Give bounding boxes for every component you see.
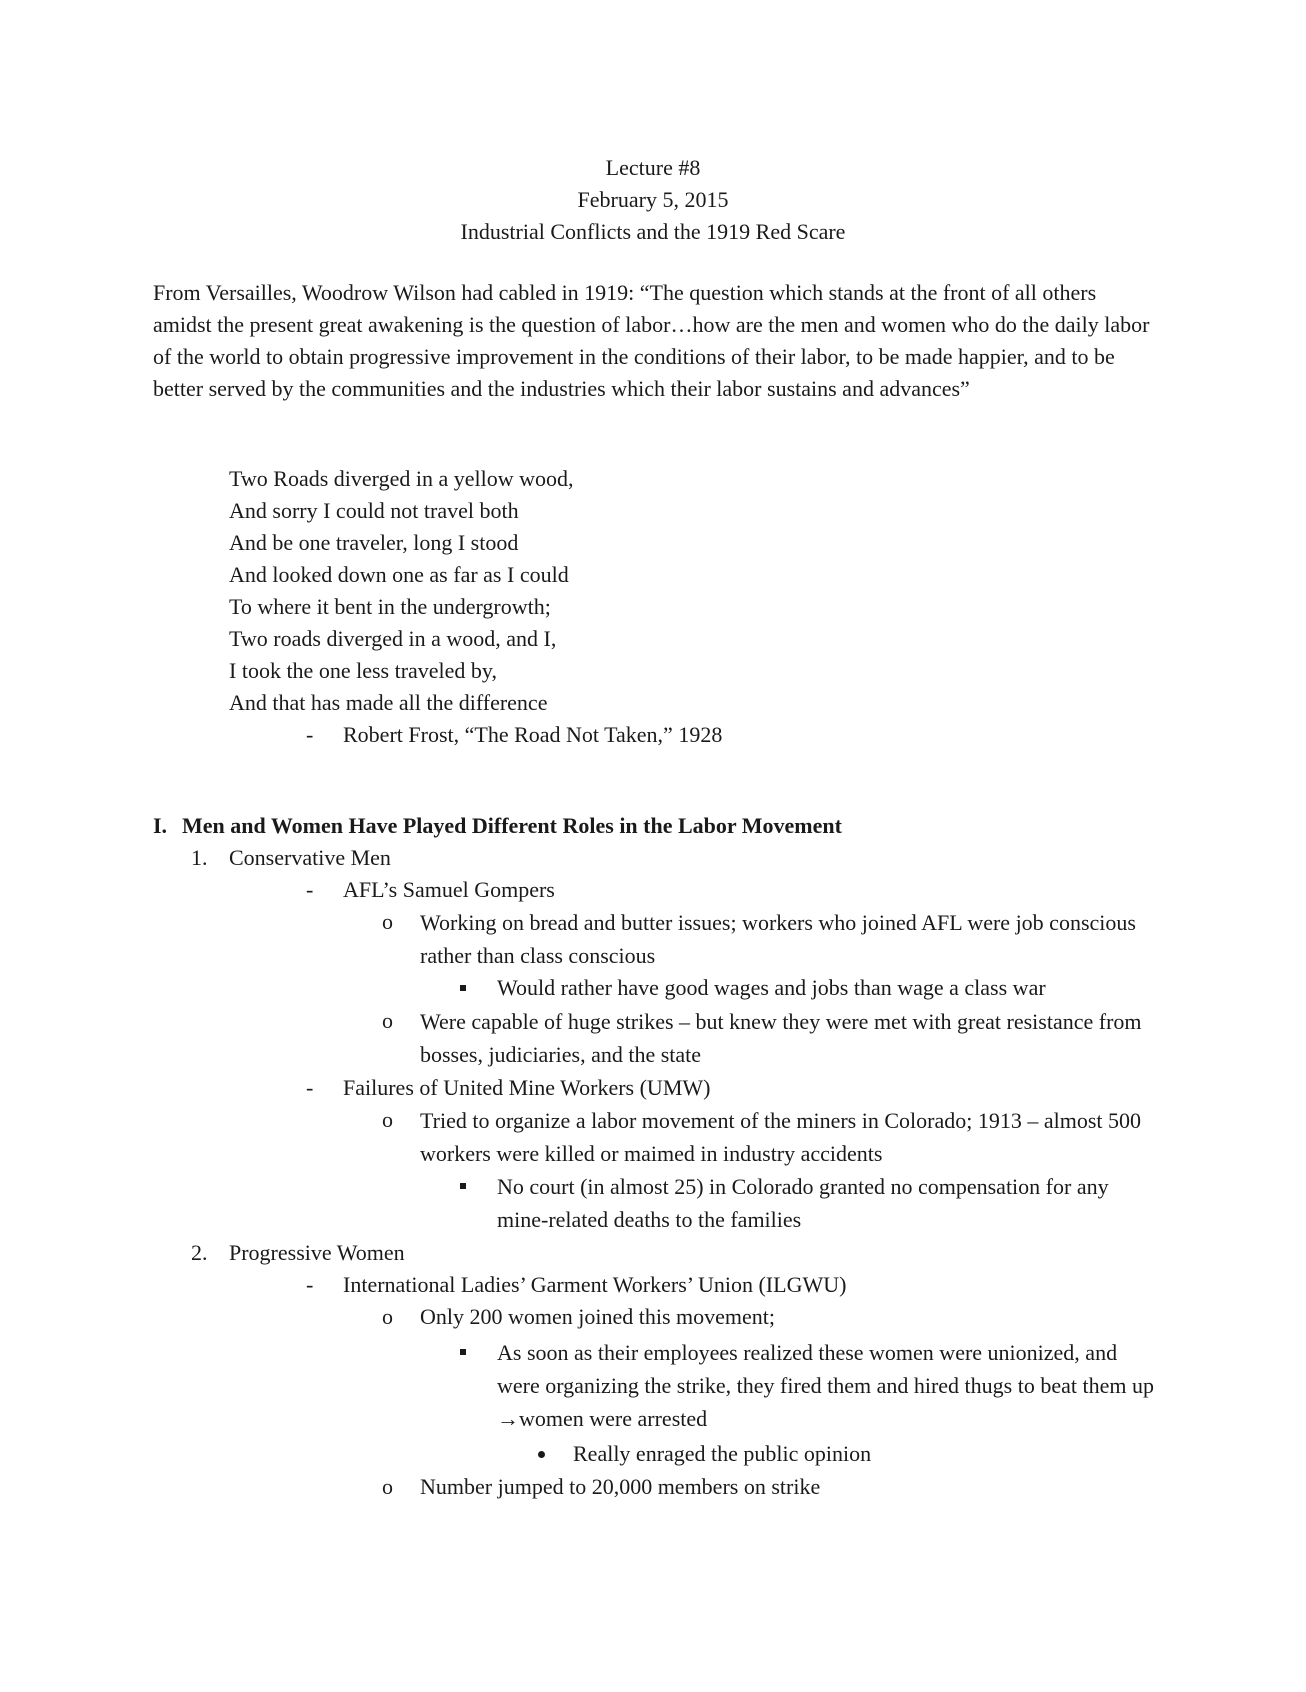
dash-bullet: - [306, 877, 314, 902]
poem-block [229, 463, 574, 719]
lecture-title: Industrial Conflicts and the 1919 Red Scare [460, 219, 846, 244]
intro-paragraph: From Versailles, Woodrow Wilson had cabled in 1919: “The question which stands at the front of all others amidst the present great awakening is the question of labor…how are the men and women who do the daily labor of the world to obtain progressive improvement in the conditions of their labor, to be made happier, and to be better served by the communities and the industries which their labor sustains and advances” [153, 280, 1150, 401]
poem-line: And be one traveler, long I stood [229, 530, 519, 555]
poem-line: I took the one less traveled by, [229, 658, 497, 683]
poem-line: And sorry I could not travel both [229, 498, 519, 523]
section-marker: I. [153, 813, 168, 838]
circle-bullet: o [382, 1107, 393, 1132]
list-item-ilgwu: International Ladies’ Garment Workers’ Union (ILGWU) [343, 1272, 847, 1297]
list-item-afl: AFL’s Samuel Gompers [343, 877, 555, 902]
list-item-progressive-women: Progressive Women [229, 1240, 405, 1265]
poem-line: Two Roads diverged in a yellow wood, [229, 466, 574, 491]
circle-bullet: o [382, 1008, 393, 1033]
square-bullet-icon [460, 1183, 466, 1189]
list-item-huge-strikes: Were capable of huge strikes – but knew they were met with great resistance from bosses, judiciaries, and the state [420, 1009, 1142, 1067]
list-item-bread-butter: Working on bread and butter issues; workers who joined AFL were job conscious rather than class conscious [420, 910, 1136, 968]
poem-line: And that has made all the difference [229, 690, 548, 715]
list-item-good-wages: Would rather have good wages and jobs than wage a class war [497, 975, 1046, 1000]
section-title: Men and Women Have Played Different Roles in the Labor Movement [182, 813, 842, 838]
circle-bullet: o [382, 909, 393, 934]
list-item-no-compensation: No court (in almost 25) in Colorado granted no compensation for any mine-related deaths to the families [497, 1174, 1109, 1232]
list-item-fired-arrested: As soon as their employees realized these women were unionized, and were organizing the strike, they fired them and hired thugs to beat them up →women were arrested [497, 1340, 1154, 1431]
round-bullet-icon [538, 1451, 545, 1458]
dash-bullet: - [306, 1075, 314, 1100]
list-item-20000-members: Number jumped to 20,000 members on strike [420, 1474, 821, 1499]
lecture-date: February 5, 2015 [577, 187, 729, 212]
square-bullet-icon [460, 985, 466, 991]
list-item-200-women: Only 200 women joined this movement; [420, 1304, 776, 1329]
list-number: 1. [191, 845, 208, 870]
poem-line: Two roads diverged in a wood, and I, [229, 626, 557, 651]
lecture-number: Lecture #8 [605, 155, 701, 180]
dash-bullet: - [306, 1272, 314, 1297]
circle-bullet: o [382, 1304, 393, 1329]
list-item-colorado-miners: Tried to organize a labor movement of the miners in Colorado; 1913 – almost 500 workers were killed or maimed in industry accidents [420, 1108, 1141, 1166]
circle-bullet: o [382, 1474, 393, 1499]
poem-attribution: Robert Frost, “The Road Not Taken,” 1928 [343, 722, 723, 747]
list-item-public-opinion: Really enraged the public opinion [573, 1441, 872, 1466]
square-bullet-icon [460, 1349, 466, 1355]
list-number: 2. [191, 1240, 208, 1265]
poem-line: To where it bent in the undergrowth; [229, 594, 551, 619]
attribution-dash: - [306, 722, 314, 747]
list-item-conservative-men: Conservative Men [229, 845, 391, 870]
list-item-umw: Failures of United Mine Workers (UMW) [343, 1075, 711, 1100]
poem-line: And looked down one as far as I could [229, 562, 569, 587]
